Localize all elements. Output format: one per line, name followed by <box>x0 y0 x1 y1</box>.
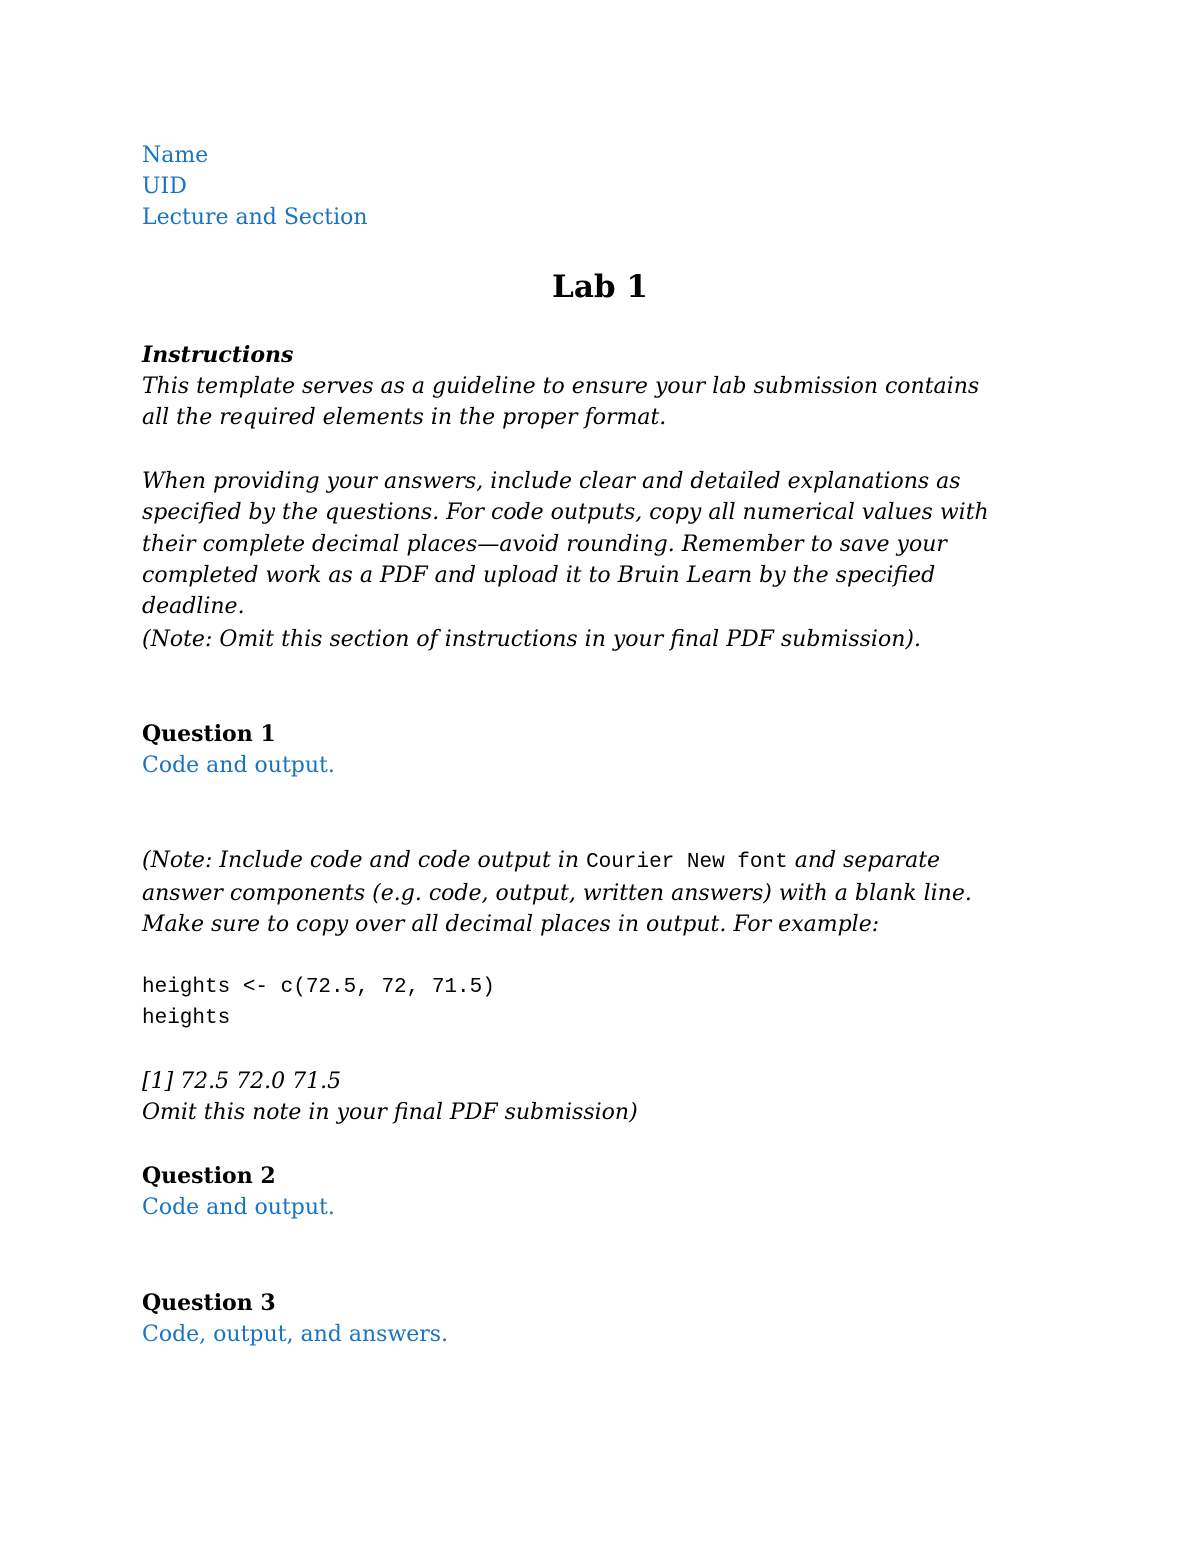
note-text: and separate <box>787 848 941 873</box>
question-2-prompt: Code and output. <box>142 1195 335 1220</box>
student-uid-field: UID <box>142 174 187 199</box>
code-output-line: [1] 72.5 72.0 71.5 <box>142 1069 342 1094</box>
instructions-note: (Note: Omit this section of instructions in your final PDF submission). <box>142 627 921 652</box>
question-1-note-closing: Omit this note in your final PDF submission) <box>142 1100 638 1125</box>
code-line: heights <- c(72.5, 72, 71.5) <box>142 976 495 999</box>
instructions-line: all the required elements in the proper format. <box>142 405 667 430</box>
instructions-line: specified by the questions. For code outputs, copy all numerical values with <box>142 500 989 525</box>
student-name-field: Name <box>142 143 209 168</box>
lecture-section-field: Lecture and Section <box>142 205 368 230</box>
question-2-heading: Question 2 <box>142 1163 276 1189</box>
note-mono-text: Courier New font <box>586 851 788 874</box>
question-1-note-line: answer components (e.g. code, output, written answers) with a blank line. <box>142 881 972 906</box>
question-3-heading: Question 3 <box>142 1290 276 1316</box>
code-line: heights <box>142 1007 231 1030</box>
instructions-line: their complete decimal places—avoid rounding. Remember to save your <box>142 532 947 557</box>
question-1-note-line <box>142 845 940 878</box>
question-1-prompt: Code and output. <box>142 753 335 778</box>
document-title: Lab 1 <box>552 269 648 305</box>
instructions-line: This template serves as a guideline to ensure your lab submission contains <box>142 374 980 399</box>
instructions-line: When providing your answers, include clear and detailed explanations as <box>142 469 961 494</box>
instructions-heading: Instructions <box>142 342 294 368</box>
question-1-note-line: Make sure to copy over all decimal places in output. For example: <box>142 912 880 937</box>
question-3-prompt: Code, output, and answers. <box>142 1322 449 1347</box>
instructions-line: deadline. <box>142 594 245 619</box>
instructions-line: completed work as a PDF and upload it to Bruin Learn by the specified <box>142 563 936 588</box>
question-1-heading: Question 1 <box>142 721 276 747</box>
note-text: (Note: Include code and code output in <box>142 848 587 873</box>
